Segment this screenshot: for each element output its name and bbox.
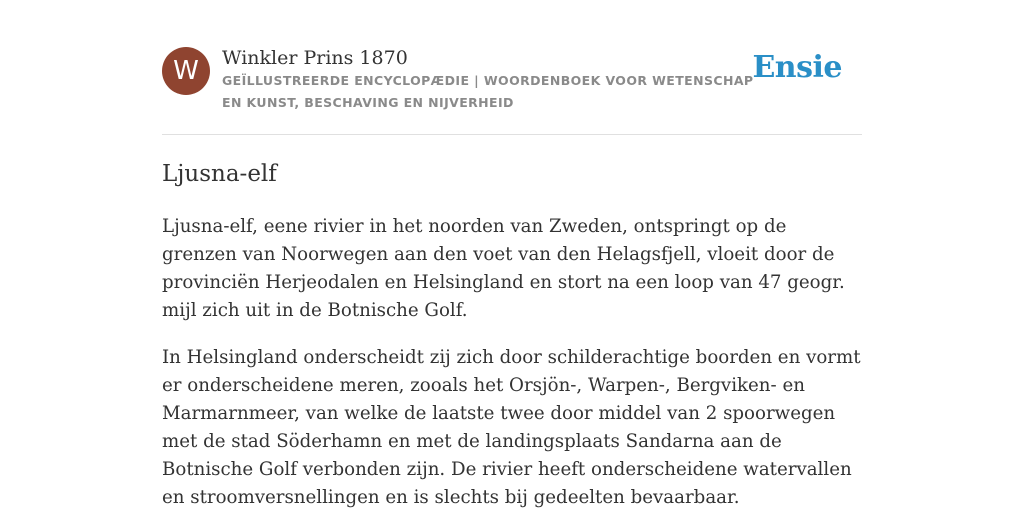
article-paragraph: In Helsingland onderscheidt zij zich door schilderachtige boorden en vormt er onderscheidene meren, zooals het Orsjön-, Warpen-, Bergviken- en Marmarnmeer, van welke de laatste twee door middel van 2 spoorwegen met de stad Söderhamn en met de landingsplaats Sandarna aan de Botnische Golf verbonden zijn. De rivier heeft onderscheidene watervallen en stroomversnellingen en is slechts bij gedeelten bevaarbaar. (162, 347, 861, 508)
article-body (162, 213, 862, 531)
article-title: Ljusna-elf (162, 161, 277, 187)
source-subtitle: GEÏLLUSTREERDE ENCYCLOPÆDIE | WOORDENBOEK VOOR WETENSCHAP EN KUNST, BESCHAVING EN NIJVERHEID (222, 73, 754, 110)
brand-logo[interactable]: Ensie (752, 50, 842, 85)
source-title[interactable]: Winkler Prins 1870 (222, 47, 408, 69)
source-header (162, 0, 862, 135)
page-container (162, 0, 862, 508)
avatar[interactable]: W (162, 47, 210, 95)
source-info (222, 44, 762, 114)
article-paragraph: Ljusna-elf, eene rivier in het noorden van Zweden, ontspringt op de grenzen van Noorwegen aan den voet van den Helagsfjell, vloeit door de provinciën Herjeodalen en Helsingland en stort na een loop van 47 geogr. mijl zich uit in de Botnische Golf. (162, 216, 845, 321)
